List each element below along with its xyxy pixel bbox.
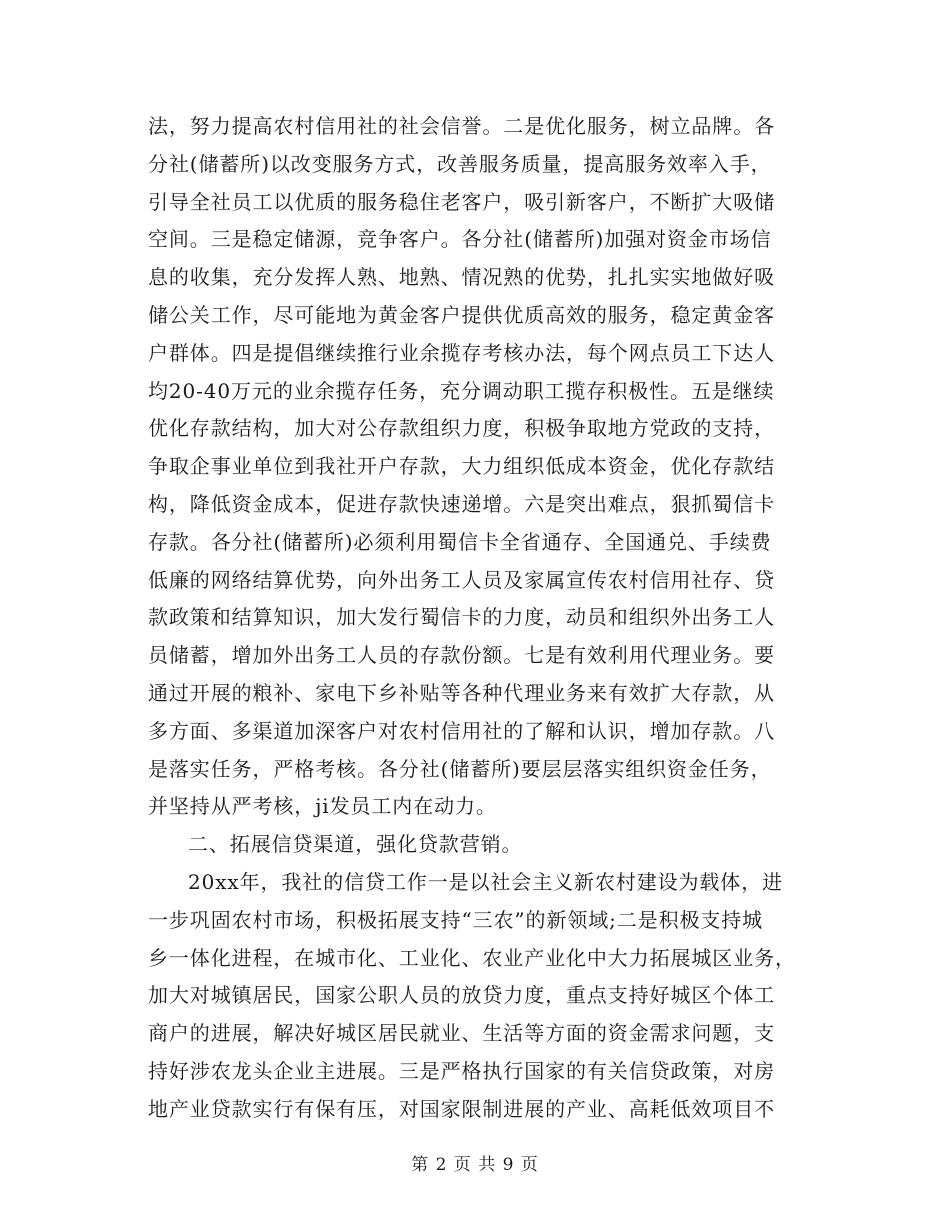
text-line: 地产业贷款实行有保有压，对国家限制进展的产业、高耗低效项目不 [148, 1096, 775, 1121]
text-line: 员储蓄，增加外出务工人员的存款份额。七是有效利用代理业务。要 [148, 643, 775, 668]
text-line: 20xx年，我社的信贷工作一是以社会主义新农村建设为载体，进 [188, 869, 784, 894]
text-line: 一步巩固农村市场，积极拓展支持“三农”的新领域;二是积极支持城 [148, 907, 764, 932]
text-line: 法，努力提高农村信用社的社会信誉。二是优化服务，树立品牌。各 [148, 114, 775, 138]
text-line: 储公关工作，尽可能地为黄金客户提供优质高效的服务，稳定黄金客 [148, 302, 775, 327]
page-number: 第 2 页 共 9 页 [411, 1155, 539, 1175]
text-line: 乡一体化进程，在城市化、工业化、农业产业化中大力拓展城区业务， [148, 945, 796, 970]
text-line: 持好涉农龙头企业主进展。三是严格执行国家的有关信贷政策，对房 [148, 1058, 775, 1083]
text-line: 空间。三是稳定储源，竞争客户。各分社(储蓄所)加强对资金市场信 [148, 227, 772, 252]
text-line: 户群体。四是提倡继续推行业余揽存考核办法，每个网点员工下达人 [148, 340, 775, 365]
body-text [148, 108, 808, 1129]
text-line: 通过开展的粮补、家电下乡补贴等各种代理业务来有效扩大存款，从 [148, 680, 775, 705]
text-line: 款政策和结算知识，加大发行蜀信卡的力度，动员和组织外出务工人 [148, 605, 775, 630]
text-line: 是落实任务，严格考核。各分社(储蓄所)要层层落实组织资金任务， [148, 756, 772, 781]
text-line: 均20-40万元的业余揽存任务，充分调动职工揽存积极性。五是继续 [148, 378, 775, 403]
text-line: 构，降低资金成本，促进存款快速递增。六是突出难点，狠抓蜀信卡 [148, 491, 775, 516]
text-line: 加大对城镇居民，国家公职人员的放贷力度，重点支持好城区个体工 [148, 983, 775, 1008]
text-line: 低廉的网络结算优势，向外出务工人员及家属宣传农村信用社存、贷 [148, 567, 775, 592]
section-heading: 二、拓展信贷渠道，强化贷款营销。 [188, 832, 523, 857]
text-line: 优化存款结构，加大对公存款组织力度，积极争取地方党政的支持， [148, 416, 775, 441]
text-line: 争取企事业单位到我社开户存款，大力组织低成本资金，优化存款结 [148, 454, 775, 479]
text-line: 分社(储蓄所)以改变服务方式，改善服务质量，提高服务效率入手， [148, 151, 772, 176]
text-line: 存款。各分社(储蓄所)必须利用蜀信卡全省通存、全国通兑、手续费 [148, 529, 772, 554]
text-line: 多方面、多渠道加深客户对农村信用社的了解和认识，增加存款。八 [148, 718, 775, 743]
text-line: 并坚持从严考核，ji发员工内在动力。 [148, 794, 497, 819]
text-line: 商户的进展，解决好城区居民就业、生活等方面的资金需求问题，支 [148, 1021, 775, 1046]
page-footer [0, 1150, 950, 1175]
text-line: 引导全社员工以优质的服务稳住老客户，吸引新客户，不断扩大吸储 [148, 189, 775, 214]
text-line: 息的收集，充分发挥人熟、地熟、情况熟的优势，扎扎实实地做好吸 [148, 265, 775, 290]
